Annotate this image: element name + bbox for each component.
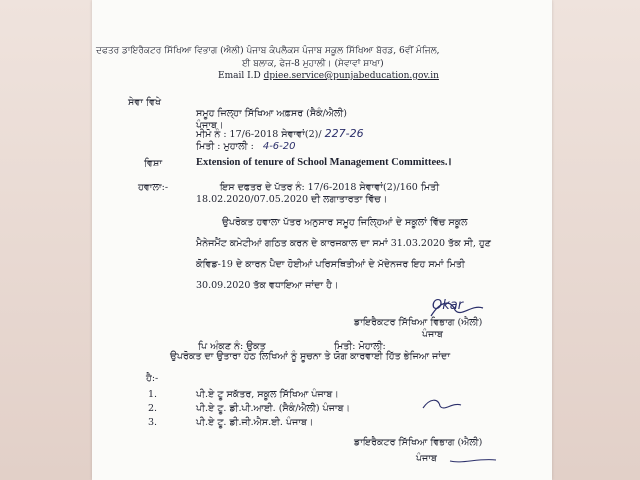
body-line1: ਉਪਰੋਕਤ ਹਵਾਲਾ ਪੱਤਰ ਅਨੁਸਾਰ ਸਮੂਹ ਜਿਲ੍ਹਿਆਂ ਦੇ ਸਕੂਲਾਂ ਵਿੱਚ ਸਕੂਲ xyxy=(222,217,468,228)
memo-line xyxy=(196,128,364,141)
signature-underline-icon xyxy=(448,452,498,466)
memo-label: ਮੀਮੋ ਨੰ : 17/6-2018 ਸੇਵਾਵਾਂ(2)/ xyxy=(196,129,322,140)
list-item-number: 3. xyxy=(148,417,158,428)
list-item-number: 1. xyxy=(148,389,158,400)
sewa-label: ਸੇਵਾ ਵਿਖੇ xyxy=(128,97,162,108)
endorsement-number: ਪਿ ਅੰਕਣ ਨੰ: ਉਕਤ xyxy=(198,341,266,352)
email-line xyxy=(218,70,439,82)
document-page xyxy=(92,0,552,480)
date-line xyxy=(196,141,296,153)
addressee-state: ਪੰਜਾਬ। xyxy=(196,120,224,131)
body-line3: ਕੋਵਿਡ-19 ਦੇ ਕਾਰਨ ਪੈਦਾ ਹੋਈਆਂ ਪਰਿਸਥਿਤੀਆਂ ਦੇ ਮੱਦੇਨਜਰ ਇਹ ਸਮਾਂ ਮਿਤੀ xyxy=(196,259,465,270)
copy-forward-line: ਉਪਰੋਕਤ ਦਾ ਉਤਾਰਾ ਹੇਠ ਲਿਖਿਆਂ ਨੂੰ ਸੂਚਨਾ ਤੇ ਯੋਗ ਕਾਰਵਾਈ ਹਿੱਤ ਭੇਜਿਆ ਜਾਂਦਾ xyxy=(170,351,451,362)
memo-number-handwritten: 227-26 xyxy=(324,127,364,140)
reference-label: ਹਵਾਲਾ:- xyxy=(138,182,169,193)
endorsement-date-label: ਮਿਤੀ: ਮੋਹਾਲੀ: xyxy=(334,341,386,352)
signatory-title: ਡਾਇਰੈਕਟਰ ਸਿੱਖਿਆ ਵਿਭਾਗ (ਐਲੀ) xyxy=(354,317,483,328)
signature-scribble: Okar xyxy=(432,298,464,313)
list-item: ਪੀ.ਏ ਟੂ. ਡੀ.ਪੀ.ਆਈ. (ਸੈਕੰ/ਐਲੀ) ਪੰਜਾਬ। xyxy=(196,403,350,414)
signatory-title: ਡਾਇਰੈਕਟਰ ਸਿੱਖਿਆ ਵਿਭਾਗ (ਐਲੀ) xyxy=(354,437,483,448)
signatory-state: ਪੰਜਾਬ xyxy=(422,329,443,340)
subject-label: ਵਿਸ਼ਾ xyxy=(144,158,163,169)
background-left xyxy=(0,0,92,480)
copy-hai: ਹੈ:- xyxy=(146,373,159,384)
body-line2: ਮੈਨੇਜਮੈਂਟ ਕਮੇਟੀਆਂ ਗਠਿਤ ਕਰਨ ਦੇ ਕਾਰਜਕਾਲ ਦਾ ਸਮਾਂ 31.03.2020 ਤੱਕ ਸੀ, ਹੁਣ xyxy=(196,238,491,249)
list-item: ਪੀ.ਏ ਟੂ ਸਕੱਤਰ, ਸਕੂਲ ਸਿੱਖਿਆ ਪੰਜਾਬ। xyxy=(196,389,339,400)
list-item: ਪੀ.ਏ ਟੂ. ਡੀ.ਜੀ.ਐਸ.ਈ. ਪੰਜਾਬ। xyxy=(196,417,314,428)
office-address-line1: ਦਫਤਰ ਡਾਇਰੈਕਟਰ ਸਿੱਖਿਆ ਵਿਭਾਗ (ਐਲੀ) ਪੰਜਾਬ ਕੰਪਲੈਕਸ ਪੰਜਾਬ ਸਕੂਲ ਸਿੱਖਿਆ ਬੋਰਡ, 6ਵੀਂ ਮੰਜਿਲ, xyxy=(96,46,440,56)
reference-line1: ਇਸ ਦਫਤਰ ਦੇ ਪੱਤਰ ਨੰ: 17/6-2018 ਸੇਵਾਵਾਂ(2)/160 ਮਿਤੀ xyxy=(220,182,440,193)
date-handwritten: 4-6-20 xyxy=(262,141,296,152)
subject-text: Extension of tenure of School Management Committees.। xyxy=(196,157,452,168)
list-item-number: 2. xyxy=(148,403,158,414)
signature-stroke-icon xyxy=(420,396,464,414)
email-address[interactable]: dpiee.service@punjabeducation.gov.in xyxy=(263,71,439,81)
office-address-line2: ਈ ਬਲਾਕ, ਫੇਜ-8 ਮੁਹਾਲੀ। (ਸੇਵਾਵਾਂ ਸ਼ਾਖਾ) xyxy=(242,59,384,69)
body-line4: 30.09.2020 ਤੱਕ ਵਧਾਇਆ ਜਾਂਦਾ ਹੈ। xyxy=(196,280,339,291)
email-label: Email I.D xyxy=(218,71,261,81)
addressee-line: ਸਮੂਹ ਜਿਲ੍ਹਾ ਸਿੱਖਿਆ ਅਫ਼ਸਰ (ਸੈਕੰ/ਐਲੀ) xyxy=(196,108,347,119)
reference-line2: 18.02.2020/07.05.2020 ਦੀ ਲਗਾਤਾਰਤਾ ਵਿੱਚ। xyxy=(196,194,388,205)
date-label: ਮਿਤੀ : ਮੁਹਾਲੀ : xyxy=(196,141,254,152)
signatory-state: ਪੰਜਾਬ xyxy=(416,453,437,464)
background-right xyxy=(552,0,640,480)
